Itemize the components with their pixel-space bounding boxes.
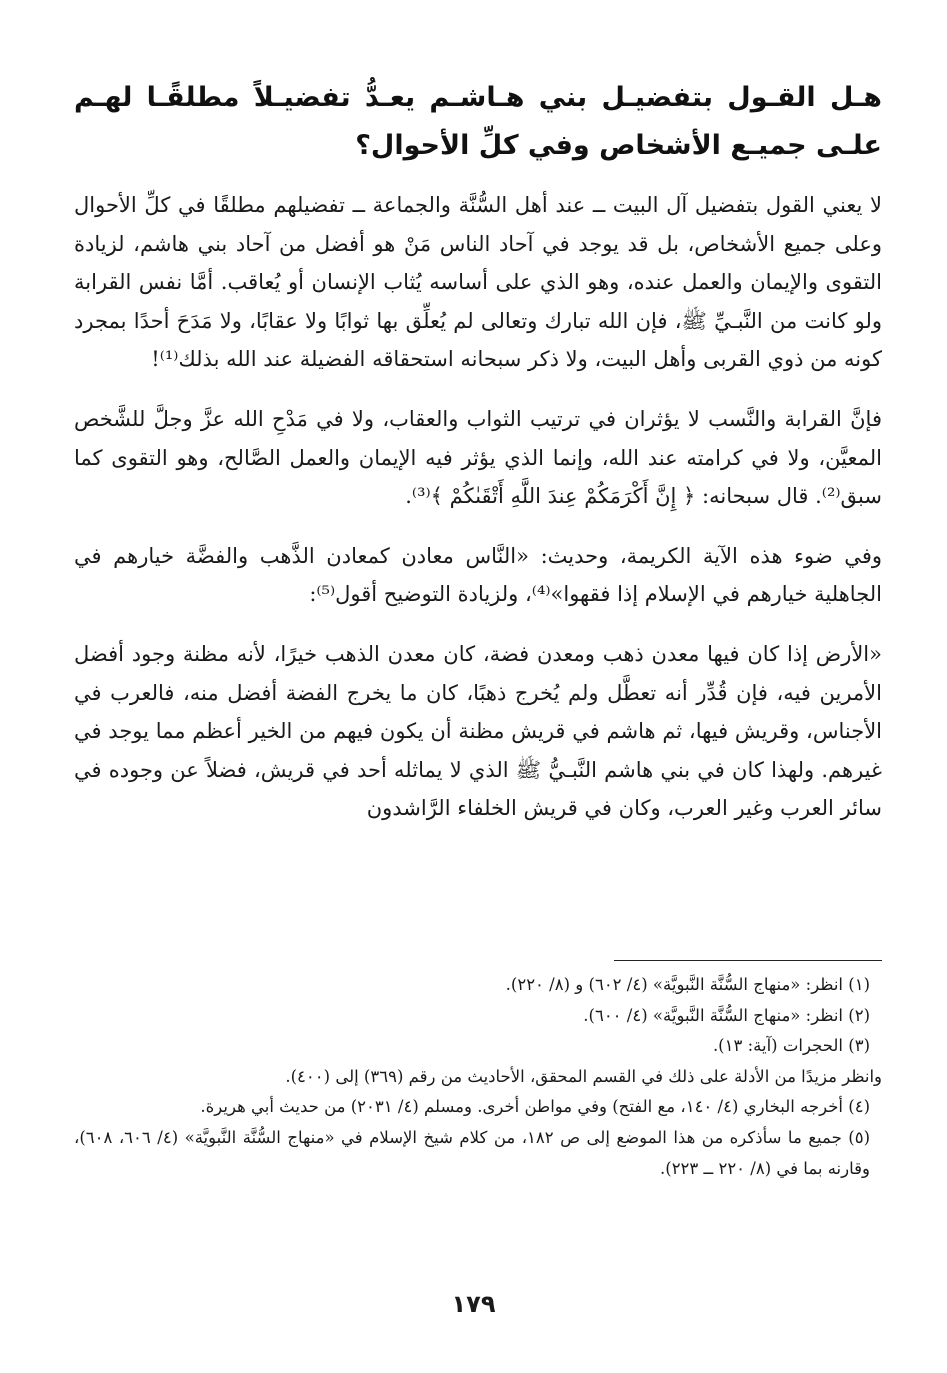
- footnote-2: (٢) انظر: «منهاج السُّنَّة النَّبويَّة» (٤/ ٦٠٠).: [583, 1005, 870, 1025]
- paragraph-1: لا يعني القول بتفضيل آل البيت ــ عند أهل السُّنَّة والجماعة ــ تفضيلهم مطلقًا في كلِّ الأحوال وعلى جميع الأشخاص، بل قد يوجد في آحاد الناس مَنْ هو أفضل من آحاد بني هاشم، لزيادة التقوى والإيمان والعمل عنده، وهو الذي على أساسه يُثاب الإنسان أو يُعاقب. أمَّا نفس القرابة ولو كانت من النَّبـيِّ ﷺ، فإن الله تبارك وتعالى لم يُعلِّق بها ثوابًا ولا عقابًا، ولا مَدَحَ أحدًا بمجرد كونه من ذوي القربى وأهل البيت، ولا ذكر سبحانه استحقاقه الفضيلة عند الله بذلك⁽¹⁾!: [74, 193, 882, 372]
- page-number: ١٧٩: [451, 1290, 496, 1318]
- section-heading: هـل القـول بتفضيـل بني هـاشـم يعـدُّ تفضيـلاً مطلقًـا لهـم علـى جميـع الأشخاص وفي كلِّ الأحوال؟: [74, 82, 882, 161]
- footnote-4: (٤) أخرجه البخاري (٤/ ١٤٠، مع الفتح) وفي مواطن أخرى. ومسلم (٤/ ٢٠٣١) من حديث أبي هريرة.: [200, 1097, 870, 1117]
- footnote-3-continuation: وانظر مزيدًا من الأدلة على ذلك في القسم المحقق، الأحاديث من رقم (٣٦٩) إلى (٤٠٠).: [285, 1066, 882, 1086]
- page-body: [74, 68, 882, 846]
- footnote-separator: [614, 960, 882, 961]
- paragraph-3: وفي ضوء هذه الآية الكريمة، وحديث: «النَّاس معادن كمعادن الذَّهب والفضَّة خيارهم في الجاهلية خيارهم في الإسلام إذا فقهوا»⁽⁴⁾، ولزيادة التوضيح أقول⁽⁵⁾:: [74, 543, 882, 607]
- footnote-list: [74, 970, 882, 1184]
- footnote-5: (٥) جميع ما سأذكره من هذا الموضع إلى ص ١٨٢، من كلام شيخ الإسلام في «منهاج السُّنَّة النَّبويَّة» (٤/ ٦٠٦، ٦٠٨)، وقارنه بما في (٨/ ٢٢٠ ــ ٢٢٣).: [74, 1127, 870, 1178]
- paragraph-4: «الأرض إذا كان فيها معدن ذهب ومعدن فضة، كان معدن الذهب خيرًا، لأنه مظنة وجود أفضل الأمرين فيه، فإن قُدِّر أنه تعطَّل ولم يُخرج ذهبًا، كان ما يخرج الفضة أفضل منه، فالعرب في الأجناس، وقريش فيها، ثم هاشم في قريش مظنة أن يكون فيهم من الخير أعظم مما يوجد في غيرهم. ولهذا كان في بني هاشم النَّبـيُّ ﷺ الذي لا يماثله أحد في قريش، فضلاً عن وجوده في سائر العرب وغير العرب، وكان في قريش الخلفاء الرَّاشدون: [74, 641, 882, 821]
- paragraph-2: فإنَّ القرابة والنَّسب لا يؤثران في ترتيب الثواب والعقاب، ولا في مَدْحِ الله عزَّ وجلَّ للشَّخص المعيَّن، ولا في كرامته عند الله، وإنما الذي يؤثر فيه الإيمان والعمل الصَّالح، وهو التقوى كما سبق⁽²⁾. قال سبحانه: ﴿ إِنَّ أَكْرَمَكُمْ عِندَ اللَّهِ أَتْقَىٰكُمْ ﴾⁽³⁾.: [74, 406, 882, 509]
- footnote-3: (٣) الحجرات (آية: ١٣).: [712, 1036, 870, 1056]
- footnote-1: (١) انظر: «منهاج السُّنَّة النَّبويَّة» (٤/ ٦٠٢) و (٨/ ٢٢٠).: [505, 975, 870, 994]
